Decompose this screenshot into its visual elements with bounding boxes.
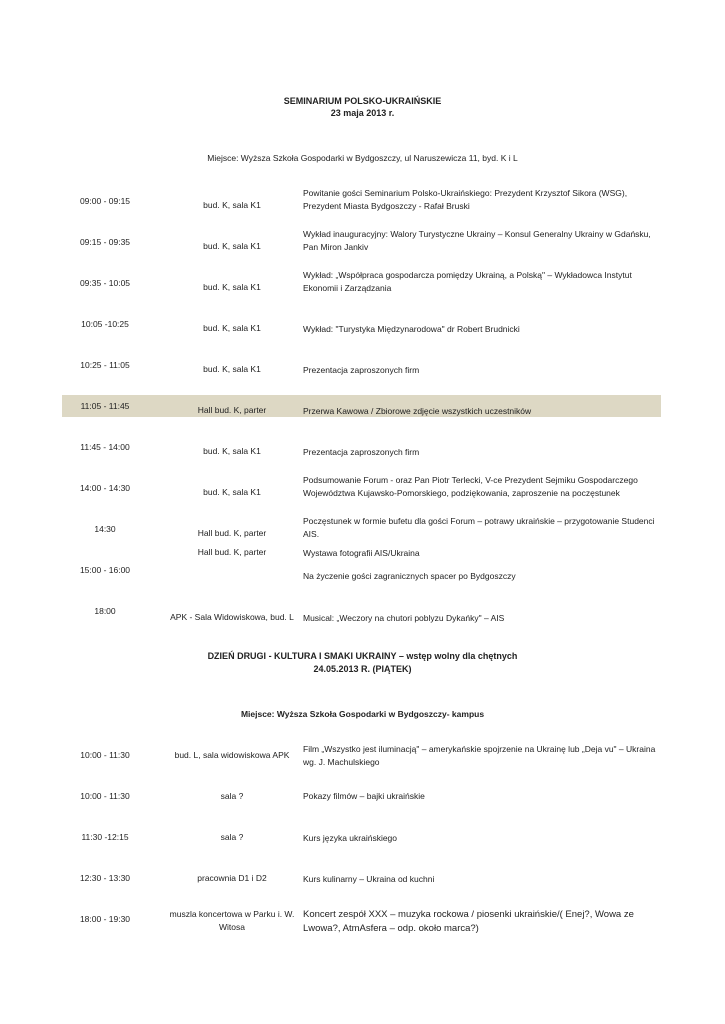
row-time: 09:00 - 09:15 [79, 196, 131, 206]
row-time: 09:35 - 10:05 [79, 278, 131, 288]
row-time: 11:30 -12:15 [81, 832, 129, 842]
schedule-row [62, 872, 661, 888]
row-description: Koncert zespół XXX – muzyka rockowa / piosenki ukraińskie/( Enej?, Wowa ze Lwowa?, AtmAsfera – odp. około marca?) [303, 909, 634, 934]
row-description: Pokazy filmów – bajki ukraińskie [303, 791, 425, 801]
schedule-row-highlighted [62, 395, 661, 417]
schedule-row [62, 270, 661, 300]
row-location: bud. K, sala K1 [203, 364, 261, 374]
row-location: bud. K, sala K1 [203, 446, 261, 456]
row-description: Wykład: „Współpraca gospodarcza pomiędzy Ukrainą, a Polską" – Wykładowca Instytut Ekonomii i Zarządzania [303, 270, 632, 293]
row-description: Poczęstunek w formie bufetu dla gości Forum – potrawy ukraińskie – przygotowanie Studenci AIS. [303, 516, 655, 539]
day2-title: DZIEŃ DRUGI - KULTURA I SMAKI UKRAINY – wstęp wolny dla chętnych [207, 651, 518, 661]
row-location: bud. K, sala K1 [203, 487, 261, 497]
row-time: 10:05 -10:25 [81, 319, 129, 329]
row-location: bud. K, sala K1 [203, 241, 261, 251]
schedule-row [62, 352, 661, 382]
row-time: 11:45 - 14:00 [80, 442, 130, 452]
row-time: 14:00 - 14:30 [79, 483, 131, 493]
row-location: bud. L, sala widowiskowa APK [174, 750, 290, 760]
schedule-row [62, 188, 661, 218]
row-time: 11:05 - 11:45 [80, 401, 130, 411]
row-location: bud. K, sala K1 [203, 200, 261, 210]
row-description: Wykład: "Turystyka Międzynarodowa" dr Robert Brudnicki [303, 324, 520, 334]
row-time: 10:00 - 11:30 [80, 791, 130, 801]
day2-venue: Miejsce: Wyższa Szkoła Gospodarki w Bydgoszczy- kampus [240, 709, 485, 719]
row-location: Hall bud. K, parter [197, 528, 267, 538]
schedule-row [62, 547, 661, 561]
schedule-row [62, 434, 661, 464]
row-location: muszla koncertowa w Parku i. W. Witosa [169, 909, 295, 932]
schedule-row [62, 743, 661, 773]
schedule-row [62, 516, 661, 546]
row-description: Podsumowanie Forum - oraz Pan Piotr Terlecki, V-ce Prezydent Sejmiku Gospodarczego Województwa Kujawsko-Pomorskiego, podziękowania, zaproszenie na poczęstunek [303, 475, 638, 498]
row-location: sala ? [220, 832, 244, 842]
row-location: Hall bud. K, parter [197, 405, 267, 415]
schedule-row [62, 790, 661, 806]
schedule-row [62, 604, 661, 624]
row-description: Prezentacja zaproszonych firm [303, 447, 420, 457]
schedule-row [62, 311, 661, 341]
row-time: 18:00 [94, 606, 116, 616]
row-description: Powitanie gości Seminarium Polsko-Ukraińskiego: Prezydent Krzysztof Sikora (WSG), Prezydent Miasta Bydgoszczy - Rafał Bruski [303, 188, 628, 211]
row-location: sala ? [220, 791, 244, 801]
row-time: 10:25 - 11:05 [80, 360, 130, 370]
schedule-row [62, 229, 661, 259]
row-location: Hall bud. K, parter [197, 547, 267, 557]
row-location: bud. K, sala K1 [203, 323, 261, 333]
row-description: Wystawa fotografii AIS/Ukraina [303, 548, 420, 558]
schedule-row [62, 475, 661, 505]
day1-venue: Miejsce: Wyższa Szkoła Gospodarki w Bydgoszczy, ul Naruszewicza 11, byd. K i L [207, 153, 518, 163]
row-location: APK - Sala Widowiskowa, bud. L [170, 612, 294, 622]
schedule-row [62, 831, 661, 847]
row-time: 18:00 - 19:30 [79, 914, 131, 924]
row-description: Na życzenie gości zagranicznych spacer po Bydgoszczy [303, 571, 516, 581]
day1-title: SEMINARIUM POLSKO-UKRAIŃSKIE [283, 96, 442, 106]
day1-date: 23 maja 2013 r. [330, 108, 395, 118]
schedule-row [62, 564, 661, 584]
row-description: Kurs języka ukraińskiego [303, 833, 398, 843]
schedule-row [62, 907, 661, 937]
row-description: Film „Wszystko jest iluminacją" – amerykańskie spojrzenie na Ukrainę lub „Deja vu" – Ukraina wg. J. Machulskiego [303, 744, 656, 767]
row-time: 14:30 [94, 524, 116, 534]
row-time: 15:00 - 16:00 [79, 565, 131, 575]
row-time: 09:15 - 09:35 [79, 237, 131, 247]
row-location: pracownia D1 i D2 [197, 873, 267, 883]
row-description: Wykład inauguracyjny: Walory Turystyczne Ukrainy – Konsul Generalny Ukrainy w Gdańsku, Pan Miron Jankiv [303, 229, 651, 252]
row-description: Prezentacja zaproszonych firm [303, 365, 420, 375]
row-location: bud. K, sala K1 [203, 282, 261, 292]
row-description: Przerwa Kawowa / Zbiorowe zdjęcie wszystkich uczestników [303, 406, 532, 416]
row-description: Kurs kulinarny – Ukraina od kuchni [303, 874, 435, 884]
day2-date: 24.05.2013 R. (PIĄTEK) [313, 664, 412, 674]
row-time: 10:00 - 11:30 [80, 750, 130, 760]
row-time: 12:30 - 13:30 [79, 873, 131, 883]
row-description: Musical: „Weczory na chutori poblyzu Dykańky" – AIS [303, 613, 505, 623]
